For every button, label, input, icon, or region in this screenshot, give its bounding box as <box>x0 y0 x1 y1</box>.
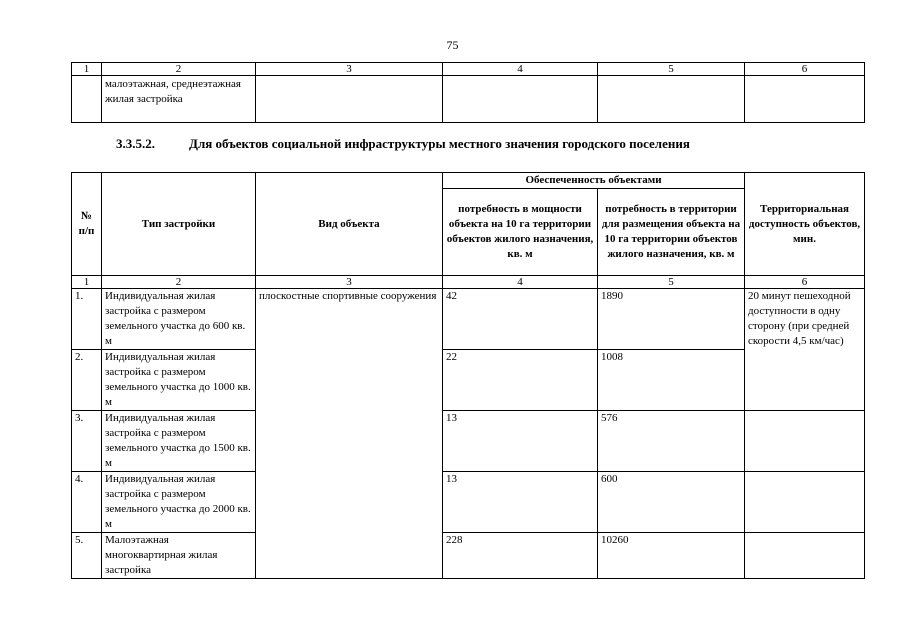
cell <box>443 76 598 123</box>
column-numbers-row <box>72 276 865 289</box>
header-num: № п/п <box>72 173 102 276</box>
col-number: 3 <box>256 63 443 76</box>
row-type: Малоэтажная многоквартирная жилая застройка <box>102 533 256 579</box>
header-provision: Обеспеченность объектами <box>443 173 745 189</box>
cell-type: малоэтажная, среднеэтажная жилая застройка <box>102 76 256 123</box>
row-capacity: 228 <box>443 533 598 579</box>
cell <box>745 472 865 533</box>
row-capacity: 13 <box>443 411 598 472</box>
header-object: Вид объекта <box>256 173 443 276</box>
cell <box>745 533 865 579</box>
row-num: 1. <box>72 289 102 350</box>
col-number: 4 <box>443 63 598 76</box>
col-number: 2 <box>102 276 256 289</box>
cell <box>745 411 865 472</box>
header-row <box>72 173 865 189</box>
row-type: Индивидуальная жилая застройка с размером земельного участка до 600 кв. м <box>102 289 256 350</box>
row-num: 3. <box>72 411 102 472</box>
accessibility-cell: 20 минут пешеходной доступности в одну сторону (при средней скорости 4,5 км/час) <box>745 289 865 411</box>
table-row <box>72 533 865 579</box>
col-number: 4 <box>443 276 598 289</box>
row-num: 5. <box>72 533 102 579</box>
row-territory: 1008 <box>598 350 745 411</box>
col-number: 1 <box>72 276 102 289</box>
row-territory: 600 <box>598 472 745 533</box>
header-territory: потребность в территории для размещения объекта на 10 га территории объектов жилого назначения, кв. м <box>598 189 745 276</box>
col-number: 6 <box>745 276 865 289</box>
cell <box>598 76 745 123</box>
cell <box>256 76 443 123</box>
row-type: Индивидуальная жилая застройка с размером земельного участка до 1000 кв. м <box>102 350 256 411</box>
col-number: 6 <box>745 63 865 76</box>
cell <box>72 76 102 123</box>
row-territory: 1890 <box>598 289 745 350</box>
col-number: 5 <box>598 63 745 76</box>
header-capacity: потребность в мощности объекта на 10 га территории объектов жилого назначения, кв. м <box>443 189 598 276</box>
section-heading <box>116 136 690 152</box>
row-territory: 576 <box>598 411 745 472</box>
table-row <box>72 411 865 472</box>
table-row <box>72 76 865 123</box>
table-row <box>72 289 865 350</box>
row-capacity: 42 <box>443 289 598 350</box>
header-access: Территориальная доступность объектов, мин. <box>745 173 865 276</box>
page-number: 75 <box>446 38 459 52</box>
row-num: 4. <box>72 472 102 533</box>
row-type: Индивидуальная жилая застройка с размером земельного участка до 1500 кв. м <box>102 411 256 472</box>
col-number: 5 <box>598 276 745 289</box>
section-number: 3.3.5.2. <box>116 136 155 151</box>
row-num: 2. <box>72 350 102 411</box>
header-type: Тип застройки <box>102 173 256 276</box>
row-territory: 10260 <box>598 533 745 579</box>
section-title: Для объектов социальной инфраструктуры местного значения городского поселения <box>189 136 690 151</box>
standards-table <box>71 172 865 579</box>
col-number: 2 <box>102 63 256 76</box>
row-capacity: 22 <box>443 350 598 411</box>
row-type: Индивидуальная жилая застройка с размером земельного участка до 2000 кв. м <box>102 472 256 533</box>
object-type-cell: плоскостные спортивные сооружения <box>256 289 443 579</box>
table-row <box>72 472 865 533</box>
col-number: 1 <box>72 63 102 76</box>
cell <box>745 76 865 123</box>
continued-table <box>71 62 865 123</box>
col-number: 3 <box>256 276 443 289</box>
column-numbers-row <box>72 63 865 76</box>
row-capacity: 13 <box>443 472 598 533</box>
